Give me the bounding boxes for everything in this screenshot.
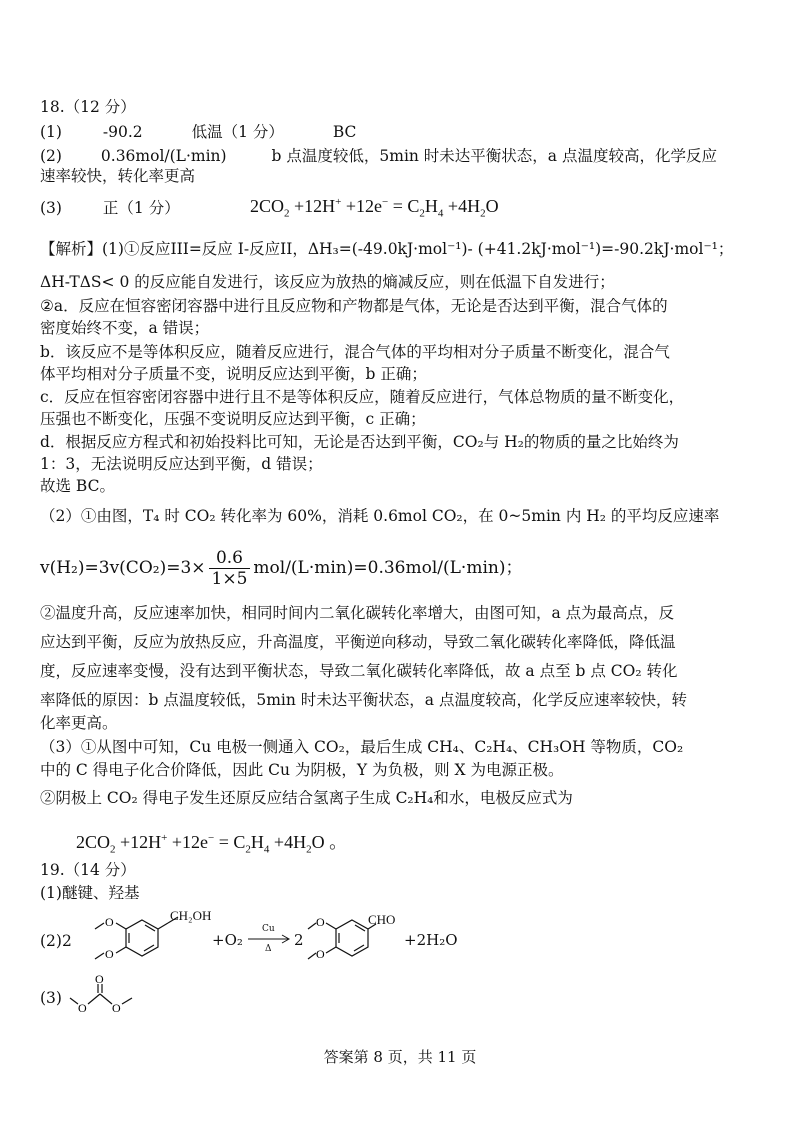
part2-b-line: 率降低的原因：b 点温度较低，5min 时未达平衡状态，a 点温度较高，化学反应速率较快，转 [40, 691, 687, 709]
reaction-arrow-icon [248, 934, 292, 944]
electrode-equation-1: $2CO_2 +12H^+ +12e^- = C_2H_4 +4H_2O$ [250, 196, 499, 220]
page-footer: 答案第 8 页，共 11 页 [323, 1048, 477, 1066]
analysis-line: b．该反应不是等体积反应，随着反应进行，混合气体的平均相对分子质量不断变化，混合气 [40, 343, 670, 361]
svg-text:O: O [316, 915, 325, 929]
q18-answer-2-cont: 速率较快，转化率更高 [40, 167, 196, 185]
analysis-line: ΔH-TΔS< 0 的反应能自发进行，该反应为放热的熵减反应，则在低温下自发进行； [40, 273, 615, 291]
analysis-line: 1：3，无法说明反应达到平衡，d 错误； [40, 455, 323, 473]
q18-answer-3: (3) 正（1 分） [40, 199, 180, 217]
analysis-line: 体平均相对分子质量不变，说明反应达到平衡，b 正确； [40, 365, 427, 383]
ch2oh-label: CH₂OH [170, 908, 212, 923]
analysis-line: ②a．反应在恒容密闭容器中进行且反应物和产物都是气体，无论是否达到平衡，混合气体的 [40, 297, 668, 315]
water-term: +2H₂O [404, 931, 458, 949]
oxygen-term: +O₂ [212, 931, 243, 949]
svg-text:O: O [316, 947, 325, 961]
analysis-line: 压强也不断变化，压强不变说明反应达到平衡，c 正确； [40, 410, 426, 428]
analysis-line: c．反应在恒容密闭容器中进行且不是等体积反应，随着反应进行，气体总物质的量不断变化， [40, 388, 685, 406]
q19-answer-3-label: (3) [40, 989, 62, 1007]
analysis-line: 密度始终不变，a 错误； [40, 319, 210, 337]
q18-answer-1: (1) -90.2 低温（1 分） BC [40, 123, 357, 141]
part2-b-line: 应达到平衡，反应为放热反应，升高温度，平衡逆向移动，导致二氧化碳转化率降低，降低温 [40, 633, 676, 651]
part2-b-line: 化率更高。 [40, 714, 118, 732]
catalyst-label: Cu [262, 924, 275, 934]
electrode-equation-2: $2CO_2 +12H^+ +12e^- = C_2H_4 +4H_2O$ 。 [76, 832, 348, 856]
q19-header: 19.（14 分） [40, 861, 136, 879]
svg-text:O: O [78, 1001, 87, 1015]
svg-text:O: O [105, 947, 114, 961]
svg-text:O: O [105, 915, 114, 929]
part3-line: ②阴极上 CO₂ 得电子发生还原反应结合氢离子生成 C₂H₄和水，电极反应式为 [40, 789, 573, 807]
svg-text:O: O [95, 972, 104, 986]
part3-line: （3）①从图中可知，Cu 电极一侧通入 CO₂，最后生成 CH₄、C₂H₄、CH₃OH 等物质，CO₂ [40, 738, 684, 756]
coefficient-2: 2 [294, 931, 304, 949]
part2-b-line: 度，反应速率变慢，没有达到平衡状态，导致二氧化碳转化率降低，故 a 点至 b 点 CO₂ 转化 [40, 662, 678, 680]
analysis-line: 故选 BC。 [40, 477, 115, 495]
heat-label: Δ [265, 944, 272, 954]
part2-intro: （2）①由图，T₄ 时 CO₂ 转化率为 60%，消耗 0.6mol CO₂，在 0~5min 内 H₂ 的平均反应速率 [40, 507, 720, 525]
dimethyl-carbonate-structure [62, 972, 172, 1018]
svg-text:O: O [112, 1001, 121, 1015]
q18-answer-2: (2) 0.36mol/(L·min) b 点温度较低，5min 时未达平衡状态，a 点温度较高，化学反应 [40, 147, 717, 165]
q19-answer-2-label: (2)2 [40, 932, 72, 950]
part3-line: 中的 C 得电子化合价降低，因此 Cu 为阴极，Y 为负极，则 X 为电源正极。 [40, 761, 564, 779]
analysis-line: 【解析】(1)①反应III=反应 I-反应II，ΔH₃=(-49.0kJ·mol⁻¹)- (+41.2kJ·mol⁻¹)=-90.2kJ·mol⁻¹； [40, 240, 734, 258]
fraction: $\frac{0.6}{1\times 5}$ [209, 548, 251, 589]
q19-answer-1: (1)醚键、羟基 [40, 884, 140, 902]
cho-label: CHO [368, 912, 396, 927]
part2-b-line: ②温度升高，反应速率加快，相同时间内二氧化碳转化率增大，由图可知，a 点为最高点，反 [40, 604, 675, 622]
rate-equation: v(H₂)=3v(CO₂)=3× $\frac{0.6}{1\times 5}$ mol/(L·min)=0.36mol/(L·min)； [40, 548, 523, 589]
q18-header: 18.（12 分） [40, 98, 136, 116]
analysis-line: d．根据反应方程式和初始投料比可知，无论是否达到平衡，CO₂与 H₂的物质的量之比始终为 [40, 433, 679, 451]
